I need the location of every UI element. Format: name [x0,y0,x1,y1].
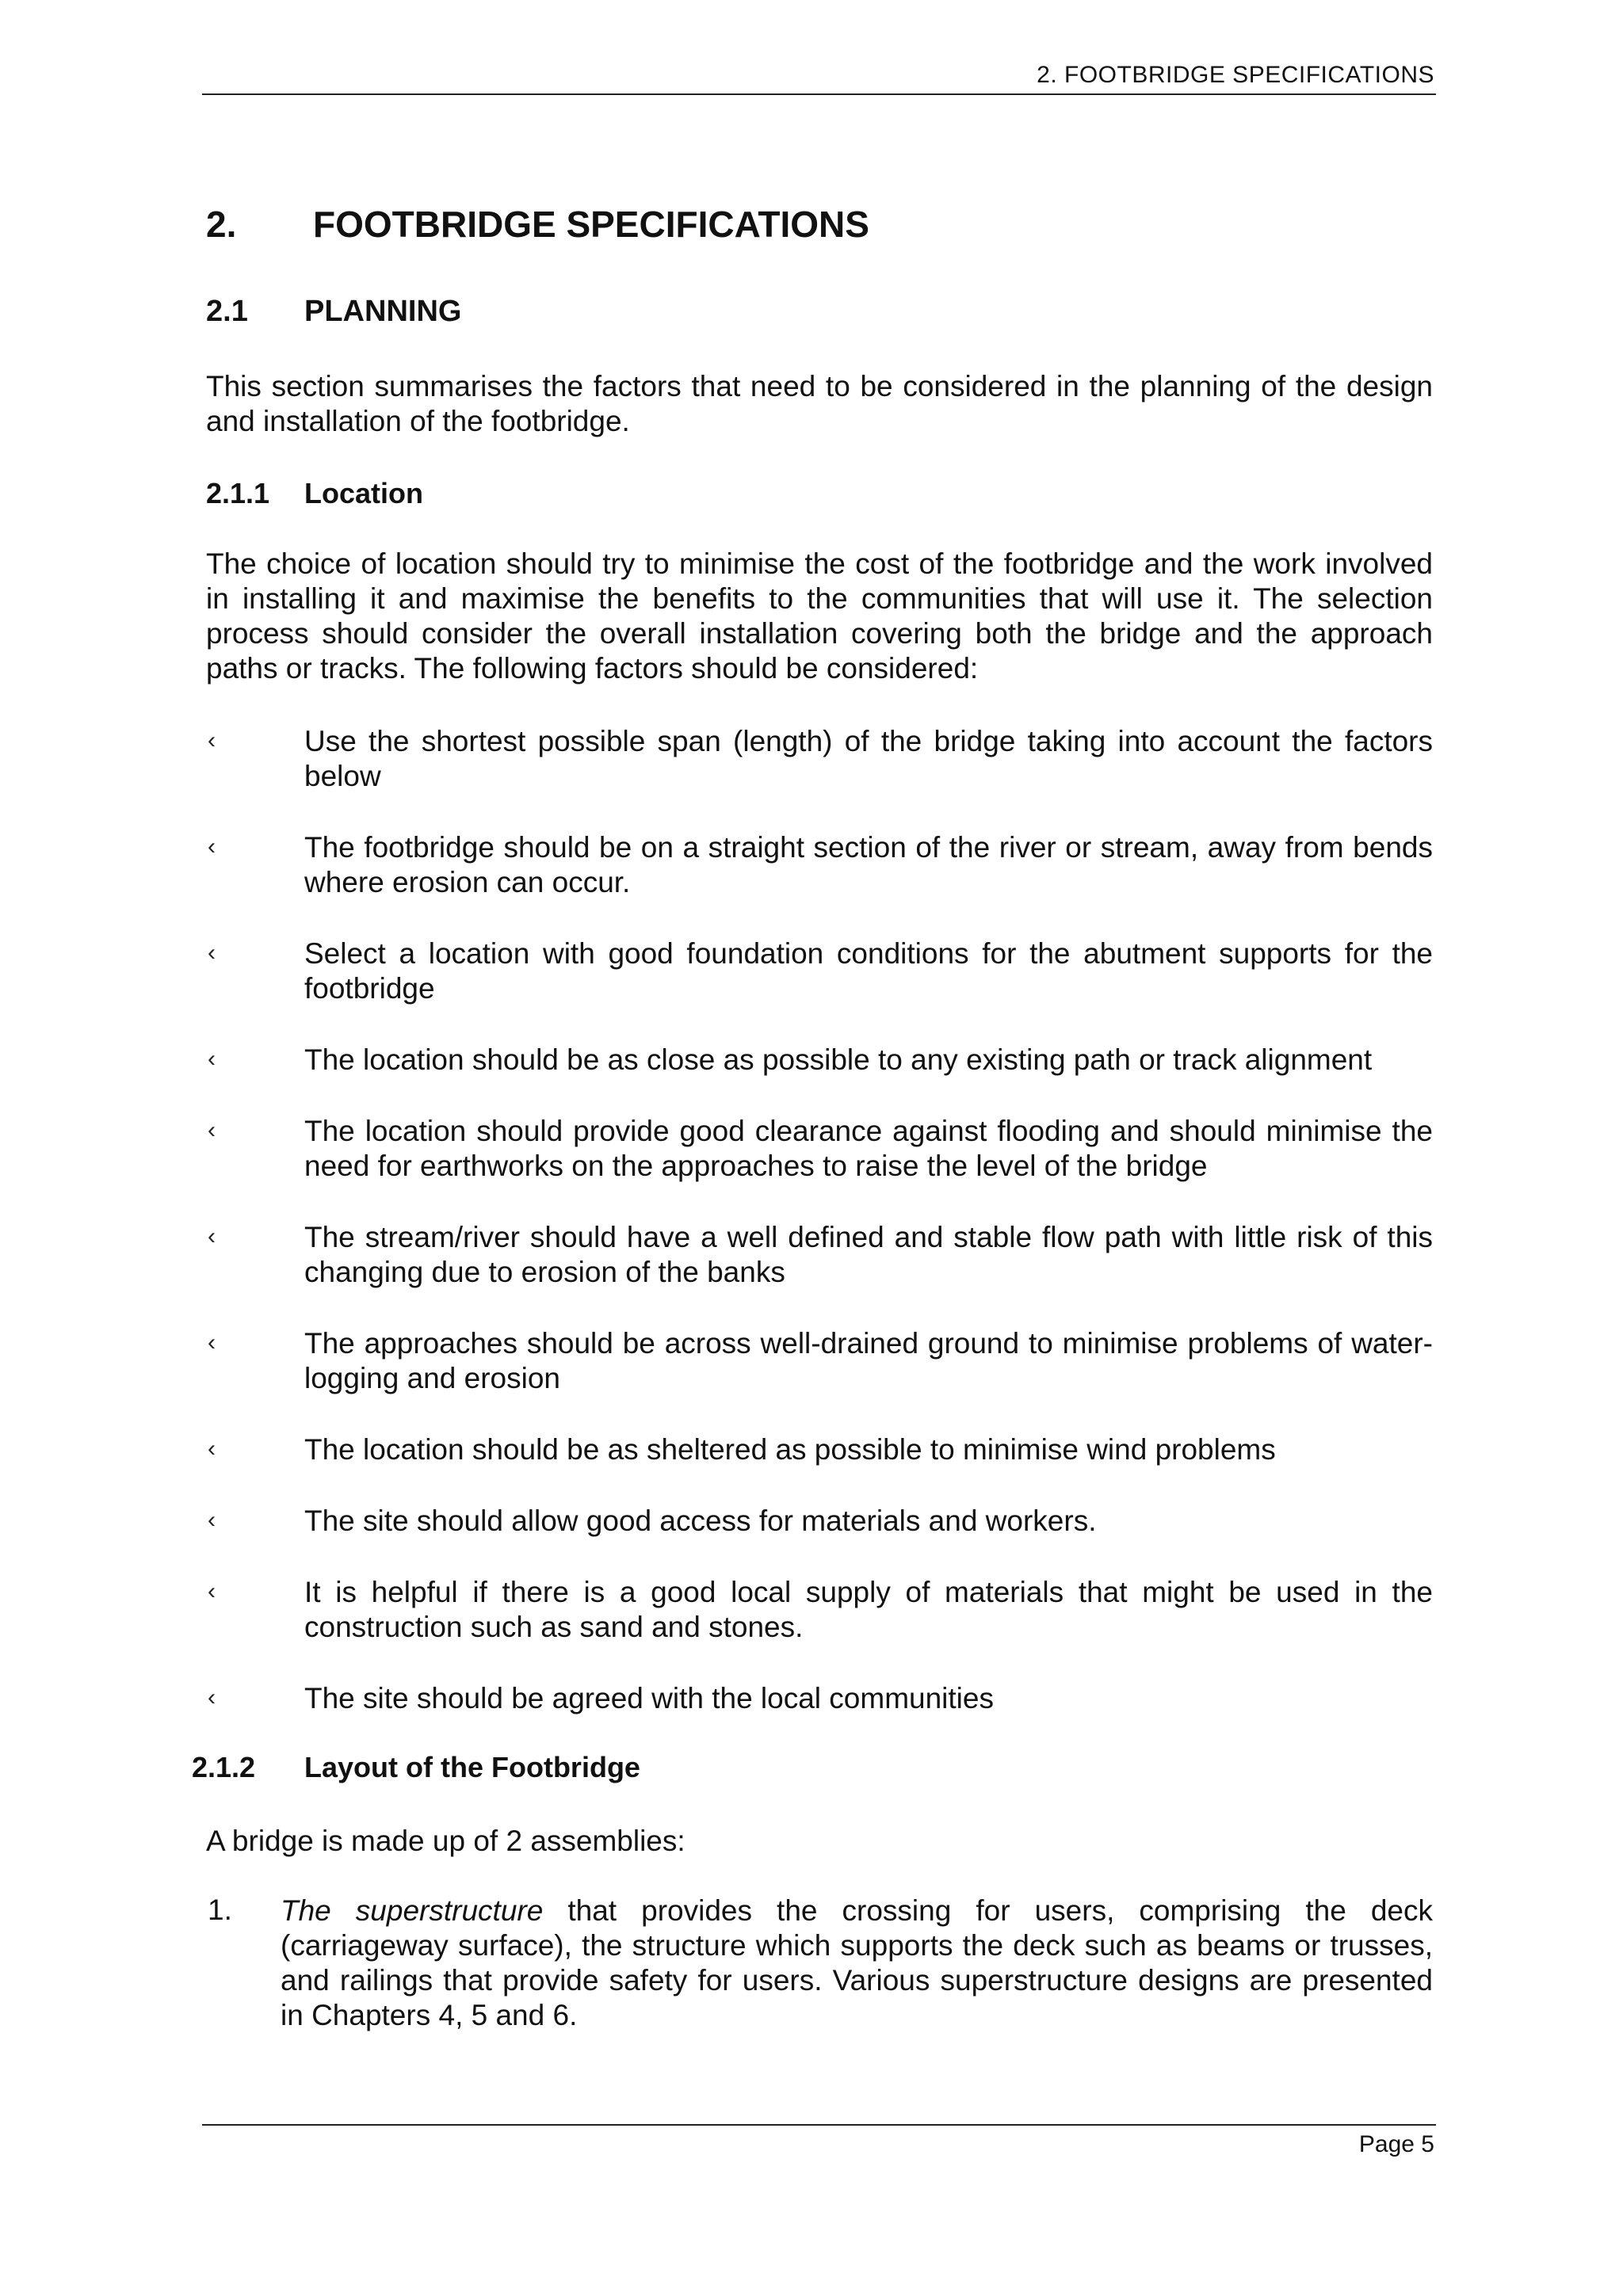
section-title: Layout of the Footbridge [304,1751,640,1783]
list-item-text: The approaches should be across well-drained ground to minimise problems of water-logging and erosion [304,1327,1433,1394]
list-item-text: The location should be as close as possible to any existing path or track alignment [304,1043,1373,1076]
list-item-text: It is helpful if there is a good local supply of materials that might be used in the construction such as sand and stones. [304,1576,1433,1643]
chapter-title-text: FOOTBRIDGE SPECIFICATIONS [313,204,869,245]
bullet-chevron-icon: ‹ [208,727,216,753]
section-number: 2.1.2 [192,1751,256,1783]
list-item-text [281,1894,1433,2033]
list-item-text: The location should provide good clearance against flooding and should minimise the need for earthworks on the approaches to raise the level of the bridge [304,1115,1433,1182]
section-heading-2-1 [206,295,461,329]
list-item-text: The site should allow good access for materials and workers. [304,1505,1097,1537]
layout-intro-paragraph: A bridge is made up of 2 assemblies: [206,1825,685,1857]
bullet-chevron-icon: ‹ [208,1329,216,1356]
bullet-chevron-icon: ‹ [208,1578,216,1604]
bullet-chevron-icon: ‹ [208,940,216,966]
section-number: 2.1 [206,295,248,328]
bullet-chevron-icon: ‹ [208,1223,216,1249]
chapter-number: 2. [206,204,237,245]
bullet-chevron-icon: ‹ [208,1436,216,1462]
page-number: Page 5 [1358,2131,1434,2157]
bullet-chevron-icon: ‹ [208,1684,216,1711]
list-item-number: 1. [208,1894,232,1926]
list-item-text: The footbridge should be on a straight section of the river or stream, away from bends where erosion can occur. [304,831,1433,898]
list-item-text: The site should be agreed with the local communities [304,1682,994,1714]
list-item-text: Use the shortest possible span (length) of the bridge taking into account the factors below [304,725,1433,792]
header-rule [202,93,1436,95]
list-item-description: that provides the crossing for users, comprising the deck (carriageway surface), the structure which supports the deck such as beams or trusses, and railings that provide safety for users. Various superstructure designs are presented in Chapters 4, 5 and 6. [281,1894,1434,2031]
bullet-chevron-icon: ‹ [208,833,216,860]
bullet-chevron-icon: ‹ [208,1507,216,1533]
bullet-chevron-icon: ‹ [208,1117,216,1143]
section-number: 2.1.1 [206,477,270,509]
list-item-text: The location should be as sheltered as possible to minimise wind problems [304,1433,1276,1466]
running-header: 2. FOOTBRIDGE SPECIFICATIONS [1037,62,1434,88]
location-intro-paragraph: The choice of location should try to minimise the cost of the footbridge and the work involved in installing it and maximise the benefits to the communities that will use it. The selection process should consider the overall installation covering both the bridge and the approach paths or tracks. The following factors should be considered: [206,547,1433,685]
section-title: Location [304,477,423,509]
list-item-term: The superstructure [281,1894,544,1927]
section-heading-2-1-1 [206,477,423,510]
chapter-title [206,203,869,246]
bullet-chevron-icon: ‹ [208,1046,216,1072]
list-item-text: The stream/river should have a well defined and stable flow path with little risk of this changing due to erosion of the banks [304,1221,1433,1288]
section-title: PLANNING [304,295,462,328]
footer-rule [202,2124,1436,2126]
list-item-text: Select a location with good foundation conditions for the abutment supports for the footbridge [304,937,1433,1005]
section-heading-2-1-2 [192,1751,640,1784]
planning-intro-paragraph: This section summarises the factors that need to be considered in the planning of the design and installation of the footbridge. [206,370,1433,437]
